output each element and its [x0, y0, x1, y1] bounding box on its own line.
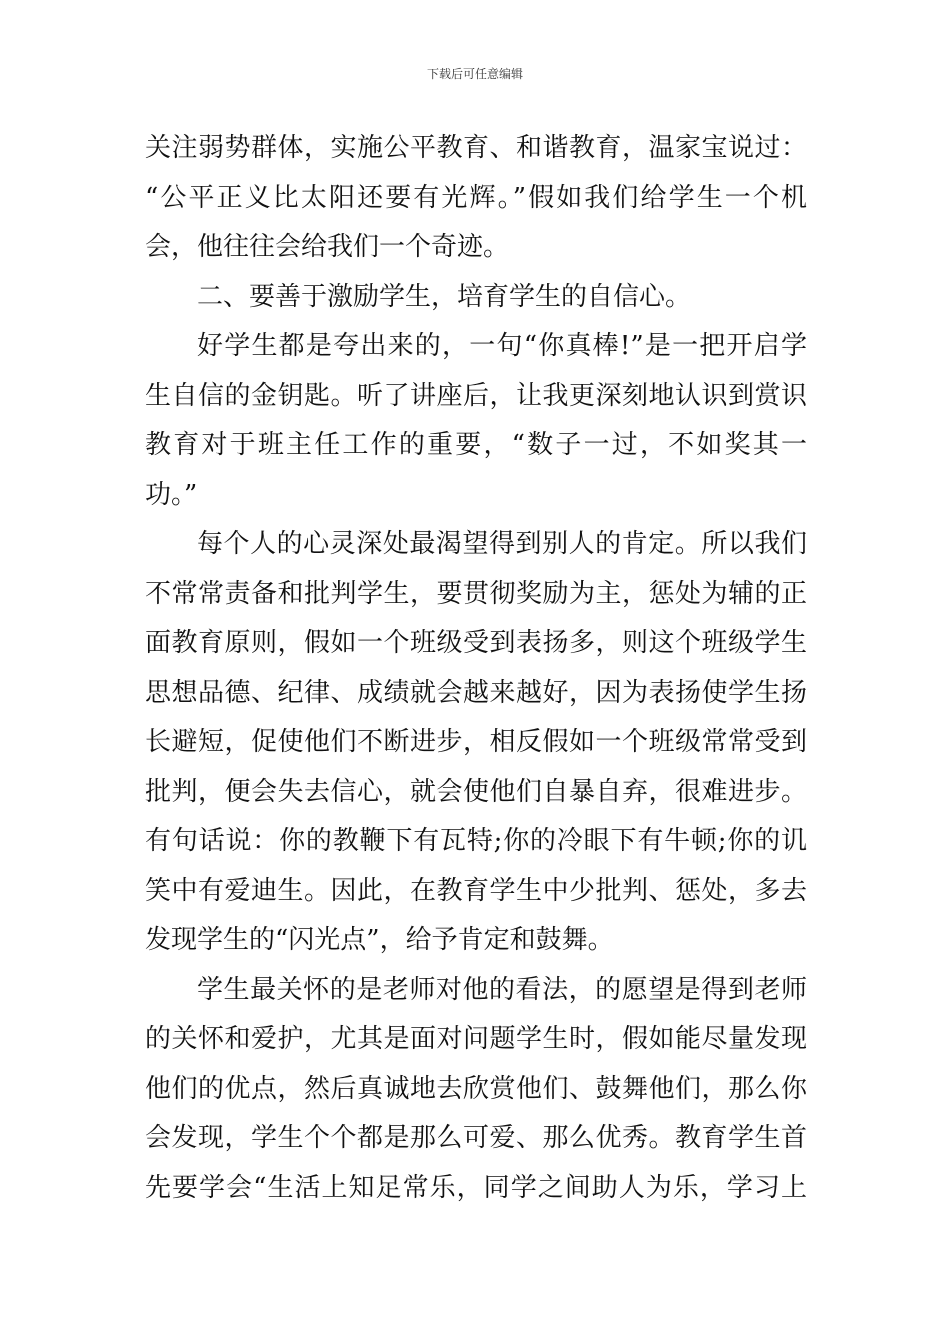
text-line: “公平正义比太阳还要有光辉。”假如我们给学生一个机 — [145, 182, 807, 213]
text-line: 思想品德、纪律、成绩就会越来越好，因为表扬使学生扬 — [145, 677, 807, 708]
text-line: 每个人的心灵深处最渴望得到别人的肯定。所以我们 — [197, 529, 807, 559]
text-line: 生自信的金钥匙。听了讲座后，让我更深刻地认识到赏识 — [145, 380, 807, 411]
text-line: 二、要善于激励学生，培育学生的自信心。 — [197, 281, 692, 312]
text-line: 会，他往往会给我们一个奇迹。 — [145, 232, 510, 262]
text-line: 先要学会“生活上知足常乐，同学之间助人为乐，学习上 — [145, 1172, 807, 1203]
text-line: 长避短，促使他们不断进步，相反假如一个班级常常受到 — [145, 727, 807, 757]
text-line: 有句话说：你的教鞭下有瓦特;你的冷眼下有牛顿;你的讥 — [145, 826, 807, 856]
text-line: 笑中有爱迪生。因此，在教育学生中少批判、惩处，多去 — [145, 875, 807, 906]
text-line: 不常常责备和批判学生，要贯彻奖励为主，惩处为辅的正 — [145, 578, 807, 609]
text-line: 会发现，学生个个都是那么可爱、那么优秀。教育学生首 — [145, 1123, 807, 1153]
document-body — [145, 124, 807, 1213]
page-header: 下载后可任意编辑 — [426, 67, 523, 81]
text-line: 学生最关怀的是老师对他的看法，的愿望是得到老师 — [197, 974, 807, 1005]
text-line: 功。” — [145, 479, 198, 510]
text-line: 面教育原则，假如一个班级受到表扬多，则这个班级学生 — [145, 628, 807, 658]
text-line: 发现学生的“闪光点”，给予肯定和鼓舞。 — [145, 925, 614, 955]
text-line: 他们的优点，然后真诚地去欣赏他们、鼓舞他们，那么你 — [145, 1073, 807, 1104]
text-line: 好学生都是夸出来的，一句“你真棒!”是一把开启学 — [197, 331, 807, 361]
text-line: 教育对于班主任工作的重要，“数子一过，不如奖其一 — [145, 430, 807, 460]
text-line: 批判，便会失去信心，就会使他们自暴自弃，很难进步。 — [145, 776, 807, 807]
text-line: 的关怀和爱护，尤其是面对问题学生时，假如能尽量发现 — [145, 1024, 807, 1054]
text-line: 关注弱势群体，实施公平教育、和谐教育，温家宝说过： — [145, 133, 807, 163]
